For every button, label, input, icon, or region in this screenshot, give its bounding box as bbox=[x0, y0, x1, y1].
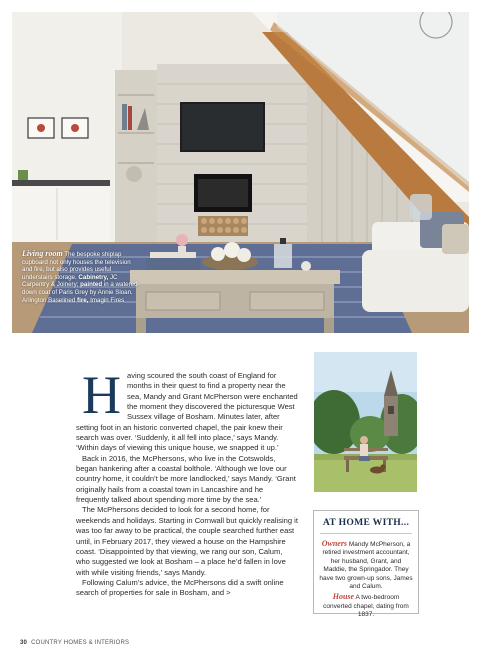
article-body bbox=[76, 365, 298, 599]
caption-text: The bespoke shiplap cupboard not only houses the television and fire, but also provides useful understairs storage. bbox=[22, 251, 131, 281]
article-paragraph: The McPhersons decided to look for a second home, for weekends and holidays. Starting in Cornwall but quickly realising it was too far away to be practical, the couple searched further east until, in February 2017, they viewed a house on the Hampshire coast. ‘Disappointed by that viewing, we rang our son, Calum, who suggested we look at Bosham – a place he’d fallen in love with while visiting friends,’ says Mandy. bbox=[76, 505, 298, 577]
article-paragraph: aving scoured the south coast of England for months in their quest to find a property near the sea, Mandy and Grant McPherson were enchanted the moment they discovered the picturesque West Sussex village of Bosham. Minutes later, after setting foot in an historic converted chapel, the pair knew their search was over. ‘Suddenly, it all fell into place,’ says Mandy. ‘Within days of viewing this unique house, we snapped it up.’ bbox=[76, 371, 298, 453]
sidebar-title: AT HOME WITH... bbox=[322, 517, 410, 528]
chapel-garden-illustration bbox=[314, 352, 417, 492]
caption-bold: painted bbox=[80, 281, 103, 289]
photo-caption bbox=[22, 250, 140, 304]
living-room-photo bbox=[12, 12, 469, 333]
page-number: 30 bbox=[20, 640, 28, 646]
publication-name: COUNTRY HOMES & INTERIORS bbox=[31, 640, 130, 646]
caption-text: JC Carpentry & Joinery; bbox=[22, 273, 118, 289]
caption-bold: Cabinetry, bbox=[78, 273, 109, 281]
sidebar-divider bbox=[320, 533, 412, 534]
chapel-garden-photo bbox=[314, 352, 417, 492]
drop-cap: H bbox=[82, 365, 121, 425]
article-paragraph: Following Calum’s advice, the McPhersons did a swift online search of properties for sale in Bosham, and > bbox=[76, 577, 284, 598]
caption-text: in a watered-down coat of Paris Grey by Annie Sloan. Arlington Baselined bbox=[22, 281, 140, 304]
caption-lead: Living room bbox=[22, 249, 63, 258]
caption-text: Imagin Fires bbox=[88, 296, 125, 304]
article-paragraph: Back in 2016, the McPhersons, who live in the Cotswolds, began hankering after a coastal bolthole. ‘Although we love our country home, it couldn’t be more landlocked,’ says Mandy. ‘Grant originally hails from a coastal town in Lancashire and he frequently talked about spending more time by the sea.’ bbox=[76, 453, 296, 505]
house-label: House bbox=[332, 592, 355, 602]
sidebar-owners bbox=[319, 540, 413, 591]
owners-text: Mandy McPherson, a retired investment accountant, her husband, Grant, and Maddie, the Springador. They have two grown-up sons, James and Calum. bbox=[319, 541, 413, 591]
at-home-with-box bbox=[313, 510, 419, 619]
page-footer bbox=[20, 640, 129, 646]
owners-label: Owners bbox=[321, 539, 348, 548]
house-text: A two-bedroom converted chapel, dating from 1837. bbox=[323, 594, 409, 619]
caption-bold: fire, bbox=[77, 296, 89, 304]
sidebar-house bbox=[319, 593, 413, 619]
